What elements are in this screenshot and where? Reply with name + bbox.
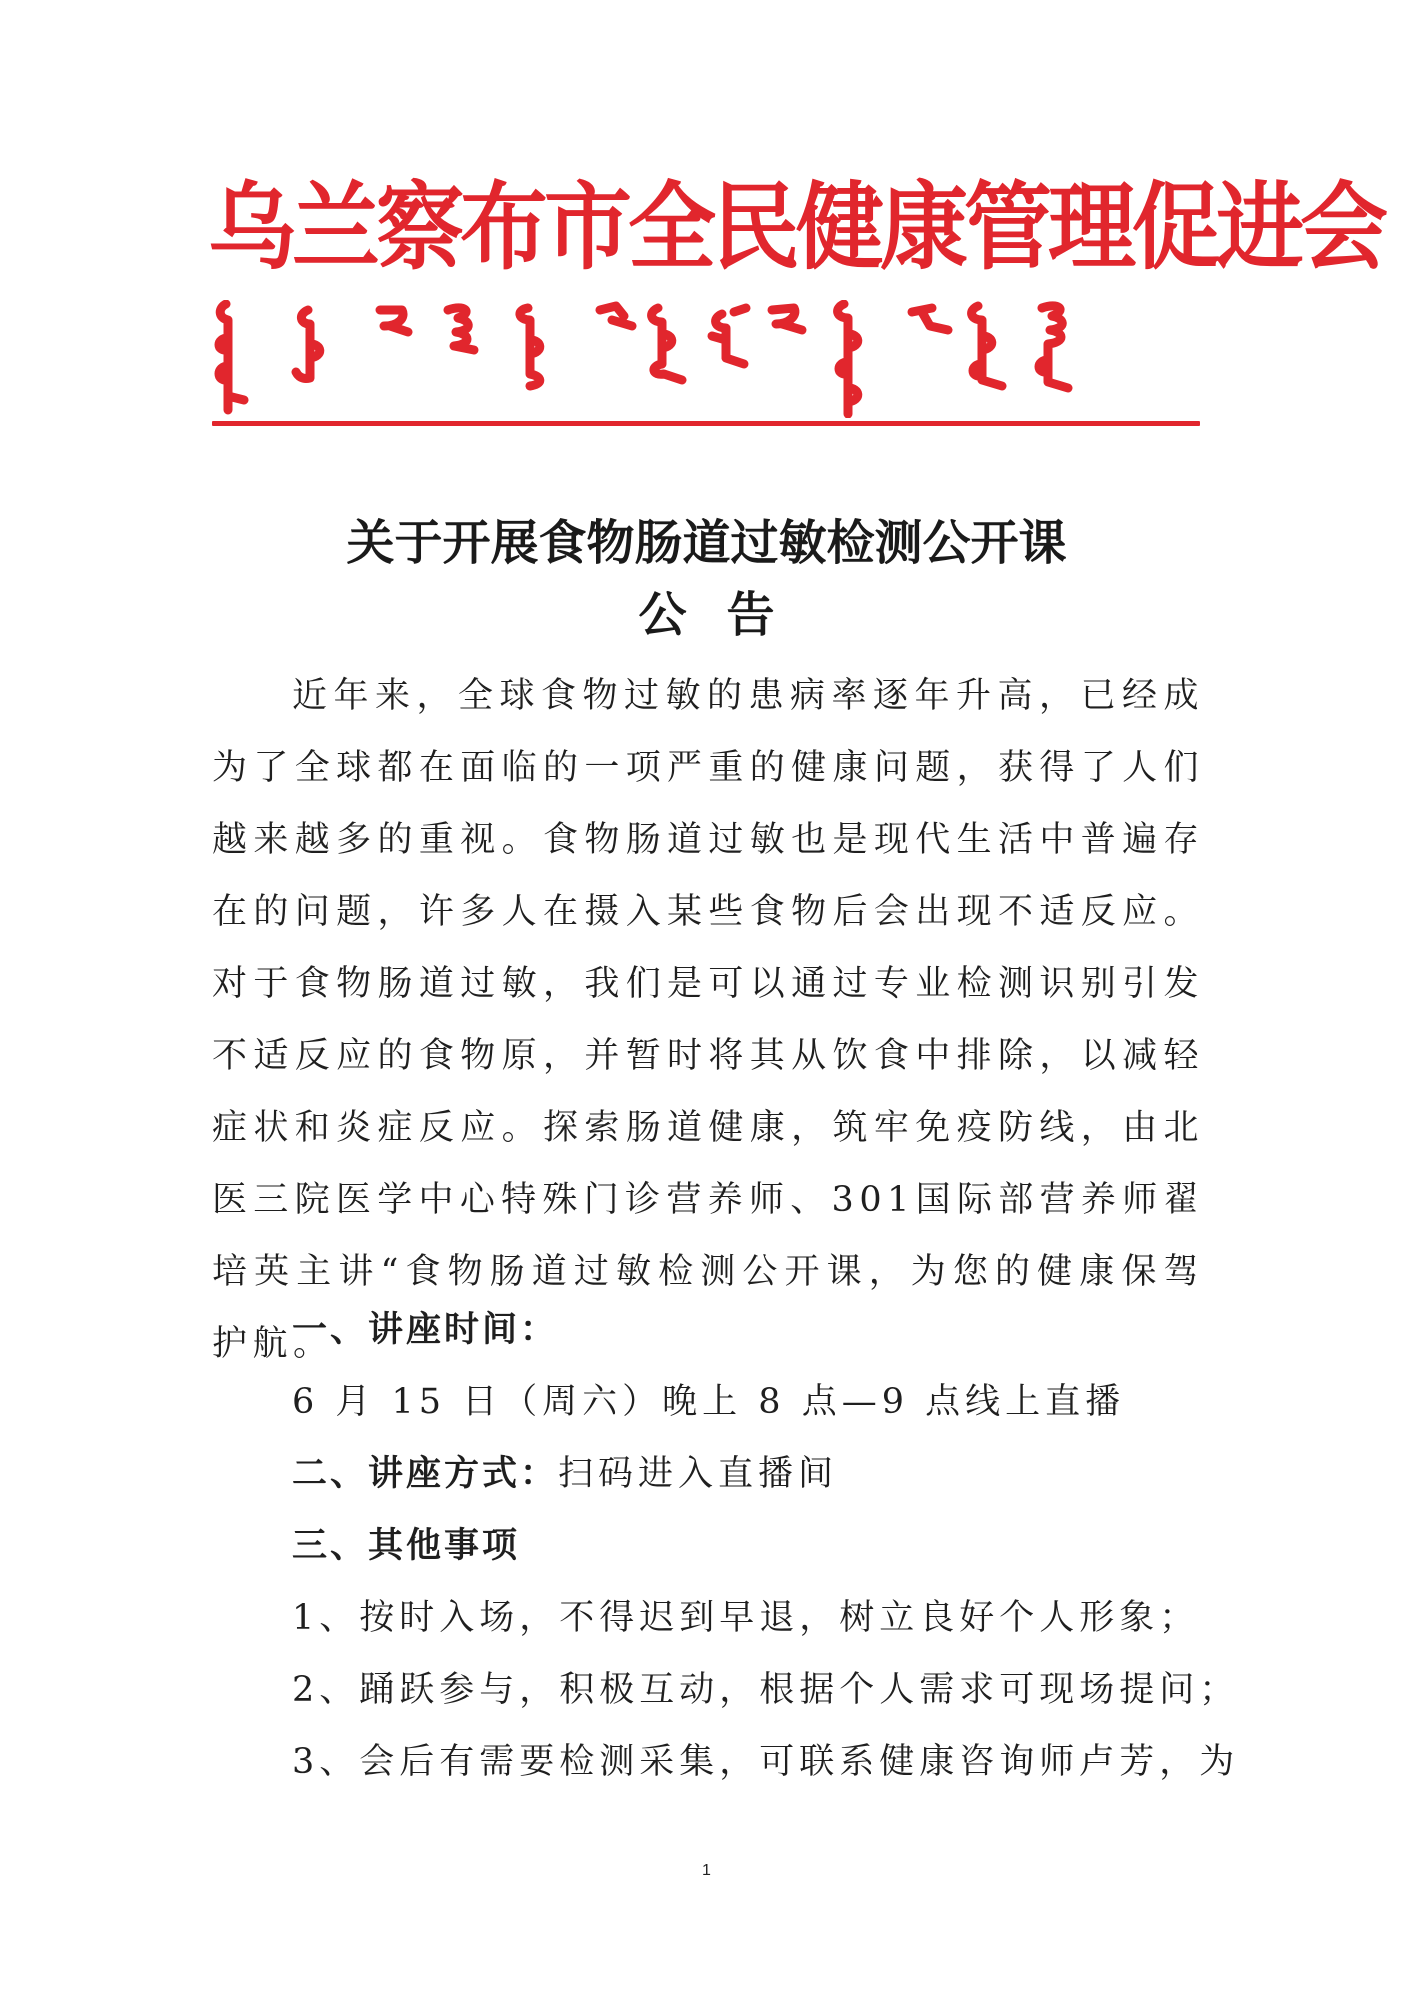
list-item-3: 3、会后有需要检测采集，可联系健康咨询师卢芳，为 bbox=[292, 1742, 1240, 1782]
list-item-1: 1、按时入场，不得迟到早退，树立良好个人形象； bbox=[292, 1598, 1200, 1638]
section3-heading-line bbox=[292, 1510, 520, 1582]
section1-content: 6 月 15 日（周六）晚上 8 点—9 点线上直播 bbox=[292, 1382, 1126, 1422]
section2-line bbox=[292, 1438, 838, 1510]
letterhead-organization-name: 乌兰察布市全民健康管理促进会 bbox=[208, 171, 1385, 283]
section2-content: 扫码进入直播间 bbox=[558, 1454, 839, 1494]
page-number: 1 bbox=[702, 1862, 711, 1879]
intro-paragraph: 近年来，全球食物过敏的患病率逐年升高，已经成为了全球都在面临的一项严重的健康问题，获得了人们越来越多的重视。食物肠道过敏也是现代生活中普遍存在的问题，许多人在摄入某些食物后会出现不适反应。对于食物肠道过敏，我们是可以通过专业检测识别引发不适反应的食物原，并暂时将其从饮食中排除，以减轻症状和炎症反应。探索肠道健康，筑牢免疫防线，由北医三院医学中心特殊门诊营养师、301国际部营养师翟培英主讲“食物肠道过敏检测公开课，为您的健康保驾护航。 bbox=[212, 676, 1204, 1364]
section2-heading: 二、讲座方式： bbox=[292, 1454, 559, 1494]
mongolian-script-logo bbox=[212, 300, 1202, 418]
section1-heading: 一、讲座时间： bbox=[292, 1310, 559, 1350]
section1-heading-line bbox=[292, 1294, 558, 1366]
list-item-2: 2、踊跃参与，积极互动，根据个人需求可现场提问； bbox=[292, 1670, 1240, 1710]
section3-heading: 三、其他事项 bbox=[292, 1526, 521, 1566]
document-subtitle: 公告 bbox=[638, 587, 815, 643]
letterhead-divider bbox=[212, 421, 1200, 426]
document-title: 关于开展食物肠道过敏检测公开课 bbox=[346, 515, 1067, 571]
